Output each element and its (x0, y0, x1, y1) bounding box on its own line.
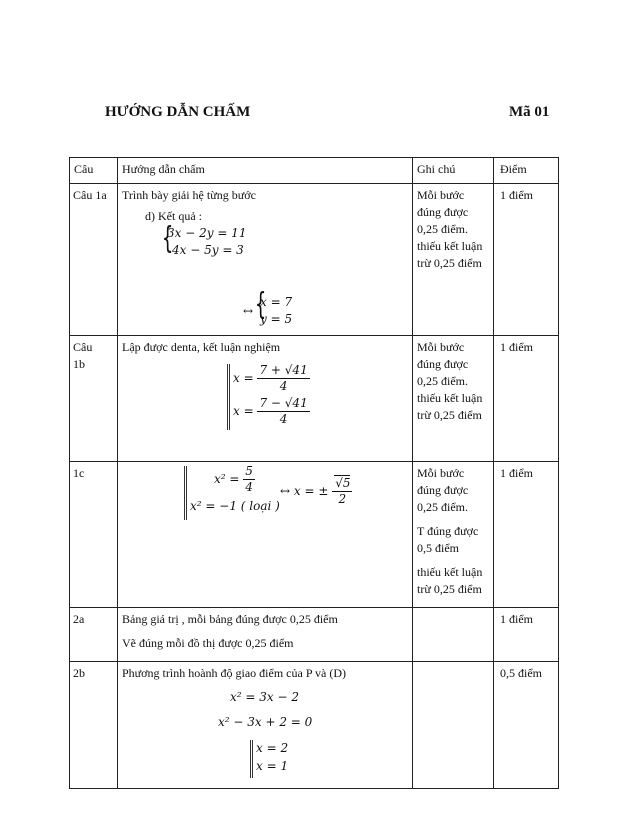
guide-text: Phương trình hoành độ giao điểm của P và (D) (122, 666, 347, 680)
guide-cell (118, 608, 413, 662)
equation: 3x − 2y = 11 (167, 226, 247, 240)
solution: x = 2 (256, 741, 289, 755)
note-line: thiếu kết luận (417, 391, 483, 405)
header-cell (70, 158, 118, 184)
solution-bracket (250, 740, 253, 778)
note-line: trừ 0,25 điểm (417, 256, 482, 270)
points-cell (494, 336, 559, 462)
note-line: 0,5 điểm (417, 541, 459, 555)
brace-symbol: { (161, 221, 174, 256)
equation: x² − 3x + 2 = 0 (218, 715, 313, 729)
note-line: Mỗi bước (417, 466, 465, 480)
grading-table (69, 157, 559, 789)
points-value: 1 điểm (500, 340, 533, 354)
header-label: Hướng dẫn chấm (122, 162, 205, 176)
points-value: 1 điểm (500, 612, 533, 626)
equation: 4x − 5y = 3 (172, 243, 244, 257)
table-row (70, 184, 559, 336)
header-label: Ghi chú (417, 162, 456, 176)
note-line: thiếu kết luận (417, 239, 483, 253)
equation-line-1: x² = $\frac{5}{4}$ (214, 464, 253, 494)
note-line: trừ 0,25 điểm (417, 582, 482, 596)
points-value: 0,5 điểm (500, 666, 542, 680)
header-label: Điểm (500, 162, 527, 176)
points-cell (494, 662, 559, 789)
header-cell (494, 158, 559, 184)
final-solution: ↔ x = ± $\frac{√5}{2}$ (280, 476, 351, 506)
points-cell (494, 462, 559, 608)
guide-text: Bảng giá trị , mỗi bảng đúng được 0,25 điểm (122, 612, 338, 626)
question-label: Câu (73, 340, 93, 354)
note-line: thiếu kết luận (417, 565, 483, 579)
question-label: 2a (73, 612, 85, 626)
guide-cell (118, 462, 413, 608)
question-label: 1c (73, 466, 85, 480)
page-code: Mã 01 (509, 104, 550, 120)
note-line: T đúng được (417, 524, 479, 538)
solution-bracket (227, 364, 230, 430)
solution-root-2: x = $\frac{7 - √41}{4}$ (233, 396, 308, 426)
guide-subtext: d) Kết quả : (145, 209, 202, 223)
note-cell (413, 336, 494, 462)
guide-cell (118, 184, 413, 336)
guide-cell (118, 662, 413, 789)
note-cell (413, 662, 494, 789)
solution-root-1: x = $\frac{7 + √41}{4}$ (233, 363, 308, 393)
header-label: Câu (74, 162, 94, 176)
equation: x² = 3x − 2 (230, 690, 299, 704)
guide-text: Lập được denta, kết luận nghiệm (122, 340, 281, 354)
question-cell (70, 662, 118, 789)
question-cell (70, 462, 118, 608)
points-value: 1 điểm (500, 466, 533, 480)
table-row (70, 662, 559, 789)
question-label: 2b (73, 666, 85, 680)
solution-bracket (184, 466, 187, 520)
solution: x = 7 (260, 295, 293, 309)
guide-text: Vẽ đúng mỗi đồ thị được 0,25 điểm (122, 636, 294, 650)
note-line: Mỗi bước (417, 340, 465, 354)
brace-symbol: { (254, 287, 267, 322)
points-value: 1 điểm (500, 188, 533, 202)
table-row (70, 462, 559, 608)
header-cell (118, 158, 413, 184)
question-cell (70, 184, 118, 336)
note-line: đúng được (417, 483, 469, 497)
header-cell (413, 158, 494, 184)
note-cell (413, 184, 494, 336)
note-cell (413, 462, 494, 608)
points-cell (494, 608, 559, 662)
note-line: trừ 0,25 điểm (417, 408, 482, 422)
table-row (70, 336, 559, 462)
page-title: HƯỚNG DẪN CHẤM (105, 104, 251, 120)
note-line: đúng được (417, 205, 469, 219)
note-line: 0,25 điểm. (417, 374, 468, 388)
guide-cell (118, 336, 413, 462)
solution: x = 1 (256, 759, 289, 773)
points-cell (494, 184, 559, 336)
solution: y = 5 (260, 312, 293, 326)
question-cell (70, 336, 118, 462)
note-line: 0,25 điểm. (417, 222, 468, 236)
question-cell (70, 608, 118, 662)
table-row (70, 608, 559, 662)
note-line: 0,25 điểm. (417, 500, 468, 514)
guide-text: Trình bày giải hệ từng bước (122, 188, 256, 202)
question-label: 1b (73, 357, 85, 371)
note-line: Mỗi bước (417, 188, 465, 202)
question-label: Câu 1a (73, 188, 107, 202)
note-line: đúng được (417, 357, 469, 371)
table-header-row (70, 158, 559, 184)
note-cell (413, 608, 494, 662)
equation-line-2: x² = −1 ( loại ) (190, 499, 280, 513)
equivalence-arrow: ↔ (243, 304, 254, 318)
